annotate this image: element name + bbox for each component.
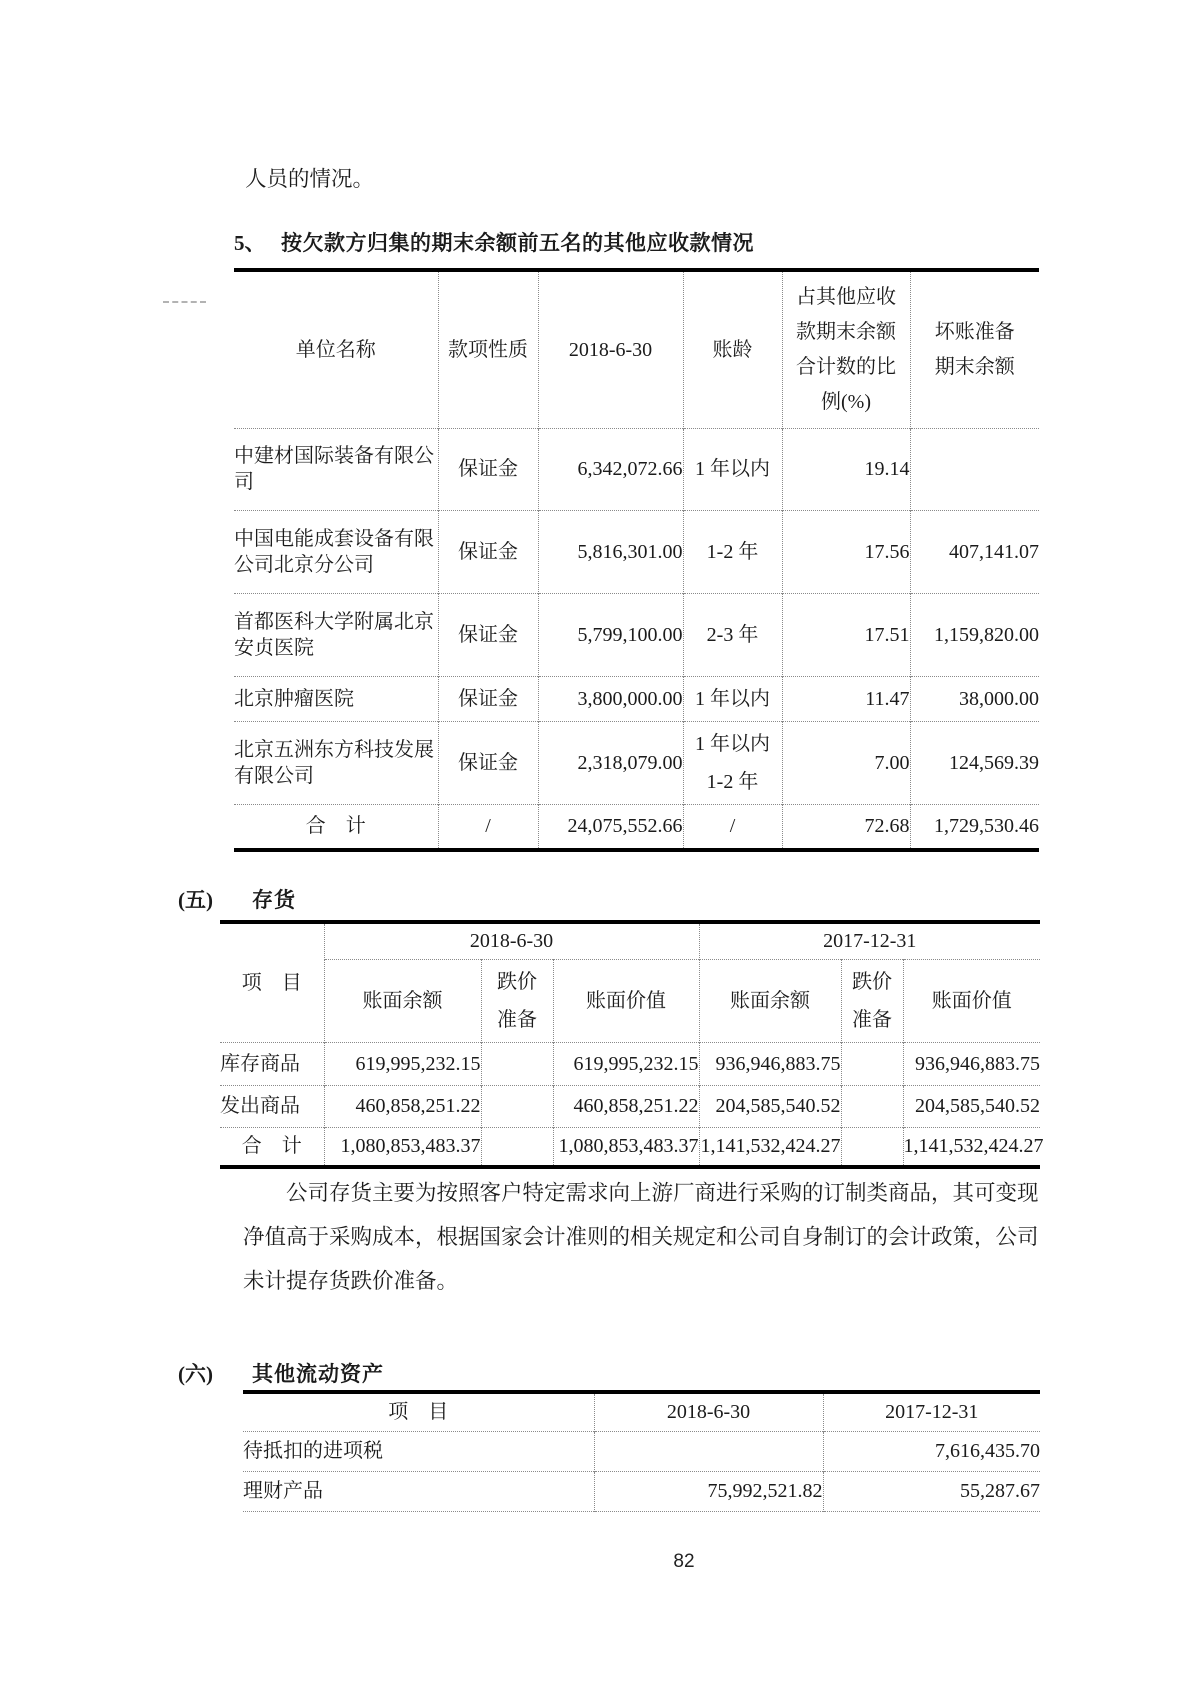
amount-cell: 6,342,072.66 (538, 428, 683, 510)
value-2017-cell: 1,141,532,424.27 (903, 1127, 1040, 1167)
balance-2017-cell: 204,585,540.52 (699, 1085, 841, 1127)
inventory-sub-header-row (220, 959, 1040, 1042)
ratio-cell: 19.14 (782, 428, 910, 510)
balance-2018-cell: 460,858,251.22 (324, 1085, 481, 1127)
debtor-name: 中国电能成套设备有限公司北京分公司 (234, 527, 434, 576)
ratio-cell: 17.51 (782, 593, 910, 676)
receivables-table (234, 268, 1039, 852)
nature-cell: 保证金 (438, 676, 538, 721)
col-header-item: 项 目 (241, 971, 302, 994)
bad-debt-cell: 38,000.00 (910, 676, 1039, 721)
bad-debt-cell (910, 428, 1039, 510)
col-header-date-2018: 2018-6-30 (594, 1392, 823, 1431)
amount-cell: 5,816,301.00 (538, 510, 683, 593)
paragraph-line: 净值高于采购成本，根据国家会计准则的相关规定和公司自身制订的会计政策，公司 (243, 1225, 1039, 1249)
col-header-date-2017: 2017-12-31 (823, 1392, 1040, 1431)
receivables-header-row (234, 270, 1039, 428)
col-header-bad-debt: 坏账准备 期末余额 (910, 270, 1039, 428)
paragraph-line: 未计提存货跌价准备。 (243, 1269, 459, 1293)
ratio-cell: 17.56 (782, 510, 910, 593)
table-row (234, 428, 1039, 510)
page-number: 82 (673, 1551, 695, 1572)
item-label: 理财产品 (243, 1480, 323, 1502)
total-row (220, 1127, 1040, 1167)
col-header-date: 2018-6-30 (538, 270, 683, 428)
total-amount: 24,075,552.66 (538, 804, 683, 850)
value-2018-cell: 75,992,521.82 (594, 1471, 823, 1511)
value-2018-cell: 1,080,853,483.37 (553, 1127, 699, 1167)
nature-cell: 保证金 (438, 510, 538, 593)
debtor-name: 首都医科大学附属北京安贞医院 (234, 610, 434, 659)
col-header-value-2018: 账面价值 (553, 959, 699, 1042)
balance-2017-cell: 1,141,532,424.27 (699, 1127, 841, 1167)
other-current-assets-table (243, 1390, 1040, 1512)
balance-2017-cell: 936,946,883.75 (699, 1042, 841, 1085)
item-label: 库存商品 (220, 1052, 300, 1075)
col-header-date-2017: 2017-12-31 (699, 922, 1040, 959)
value-2018-cell (594, 1431, 823, 1471)
section-wu-title: 存货 (252, 888, 296, 912)
provision-2017-cell (841, 1085, 903, 1127)
bad-debt-cell: 407,141.07 (910, 510, 1039, 593)
provision-2017-cell (841, 1042, 903, 1085)
table-row (243, 1431, 1040, 1471)
section-liu-label: (六) (178, 1362, 213, 1386)
nature-cell: 保证金 (438, 428, 538, 510)
aging-cell: 1 年以内 1-2 年 (683, 721, 782, 804)
section-wu-heading (178, 884, 578, 912)
col-header-balance-2017: 账面余额 (699, 959, 841, 1042)
table-row (220, 1042, 1040, 1085)
assets-header-row (243, 1392, 1040, 1431)
value-2018-cell: 619,995,232.15 (553, 1042, 699, 1085)
balance-2018-cell: 1,080,853,483.37 (324, 1127, 481, 1167)
provision-2018-cell (481, 1085, 553, 1127)
table-row (243, 1471, 1040, 1511)
amount-cell: 2,318,079.00 (538, 721, 683, 804)
inventory-note-paragraph (243, 1171, 1043, 1303)
col-header-provision-2017: 跌价 准备 (841, 959, 903, 1042)
col-header-unit: 单位名称 (295, 338, 376, 361)
paragraph-line: 公司存货主要为按照客户特定需求向上游厂商进行采购的订制类商品，其可变现 (286, 1181, 1039, 1205)
total-row (234, 804, 1039, 850)
section5-title: 按欠款方归集的期末余额前五名的其他应收款情况 (281, 231, 754, 255)
value-2017-cell: 7,616,435.70 (823, 1431, 1040, 1471)
col-header-date-2018: 2018-6-30 (324, 922, 699, 959)
col-header-aging: 账龄 (683, 270, 782, 428)
aging-cell: 1-2 年 (683, 510, 782, 593)
value-2017-cell: 55,287.67 (823, 1471, 1040, 1511)
table-row (220, 1085, 1040, 1127)
section5-heading (234, 227, 1044, 257)
col-header-balance-2018: 账面余额 (324, 959, 481, 1042)
section5-number: 5、 (234, 231, 266, 255)
value-2017-cell: 936,946,883.75 (903, 1042, 1040, 1085)
col-header-value-2017: 账面价值 (903, 959, 1040, 1042)
section-wu-label: (五) (178, 888, 213, 912)
amount-cell: 5,799,100.00 (538, 593, 683, 676)
aging-cell: 1 年以内 (683, 428, 782, 510)
top-paragraph: 人员的情况。 (245, 167, 375, 191)
provision-2017-cell (841, 1127, 903, 1167)
inventory-table (220, 920, 1044, 1169)
provision-2018-cell (481, 1127, 553, 1167)
bad-debt-cell: 1,159,820.00 (910, 593, 1039, 676)
total-nature: / (438, 804, 538, 850)
inventory-date-header-row (220, 922, 1040, 959)
balance-2018-cell: 619,995,232.15 (324, 1042, 481, 1085)
value-2017-cell: 204,585,540.52 (903, 1085, 1040, 1127)
provision-2018-cell (481, 1042, 553, 1085)
ratio-cell: 11.47 (782, 676, 910, 721)
nature-cell: 保证金 (438, 721, 538, 804)
table-row (234, 510, 1039, 593)
total-ratio: 72.68 (782, 804, 910, 850)
table-row (234, 721, 1039, 804)
total-label: 合 计 (305, 815, 366, 838)
amount-cell: 3,800,000.00 (538, 676, 683, 721)
table-row (234, 676, 1039, 721)
nature-cell: 保证金 (438, 593, 538, 676)
aging-cell: 1 年以内 (683, 676, 782, 721)
item-label: 发出商品 (220, 1095, 300, 1117)
ratio-cell: 7.00 (782, 721, 910, 804)
bad-debt-cell: 124,569.39 (910, 721, 1039, 804)
col-header-item: 项 目 (388, 1401, 449, 1424)
section-liu-heading (178, 1358, 678, 1386)
total-bad-debt: 1,729,530.46 (910, 804, 1039, 850)
margin-dash-mark (163, 301, 206, 303)
total-label: 合 计 (241, 1135, 302, 1158)
col-header-ratio: 占其他应收 款期末余额 合计数的比 例(%) (782, 270, 910, 428)
debtor-name: 中建材国际装备有限公司 (234, 445, 434, 493)
col-header-nature: 款项性质 (438, 270, 538, 428)
section-liu-title: 其他流动资产 (252, 1362, 384, 1386)
item-label: 待抵扣的进项税 (243, 1440, 383, 1462)
debtor-name: 北京肿瘤医院 (234, 687, 354, 710)
debtor-name: 北京五洲东方科技发展有限公司 (234, 738, 434, 787)
aging-cell: 2-3 年 (683, 593, 782, 676)
total-aging: / (683, 804, 782, 850)
col-header-provision-2018: 跌价 准备 (481, 959, 553, 1042)
value-2018-cell: 460,858,251.22 (553, 1085, 699, 1127)
table-row (234, 593, 1039, 676)
